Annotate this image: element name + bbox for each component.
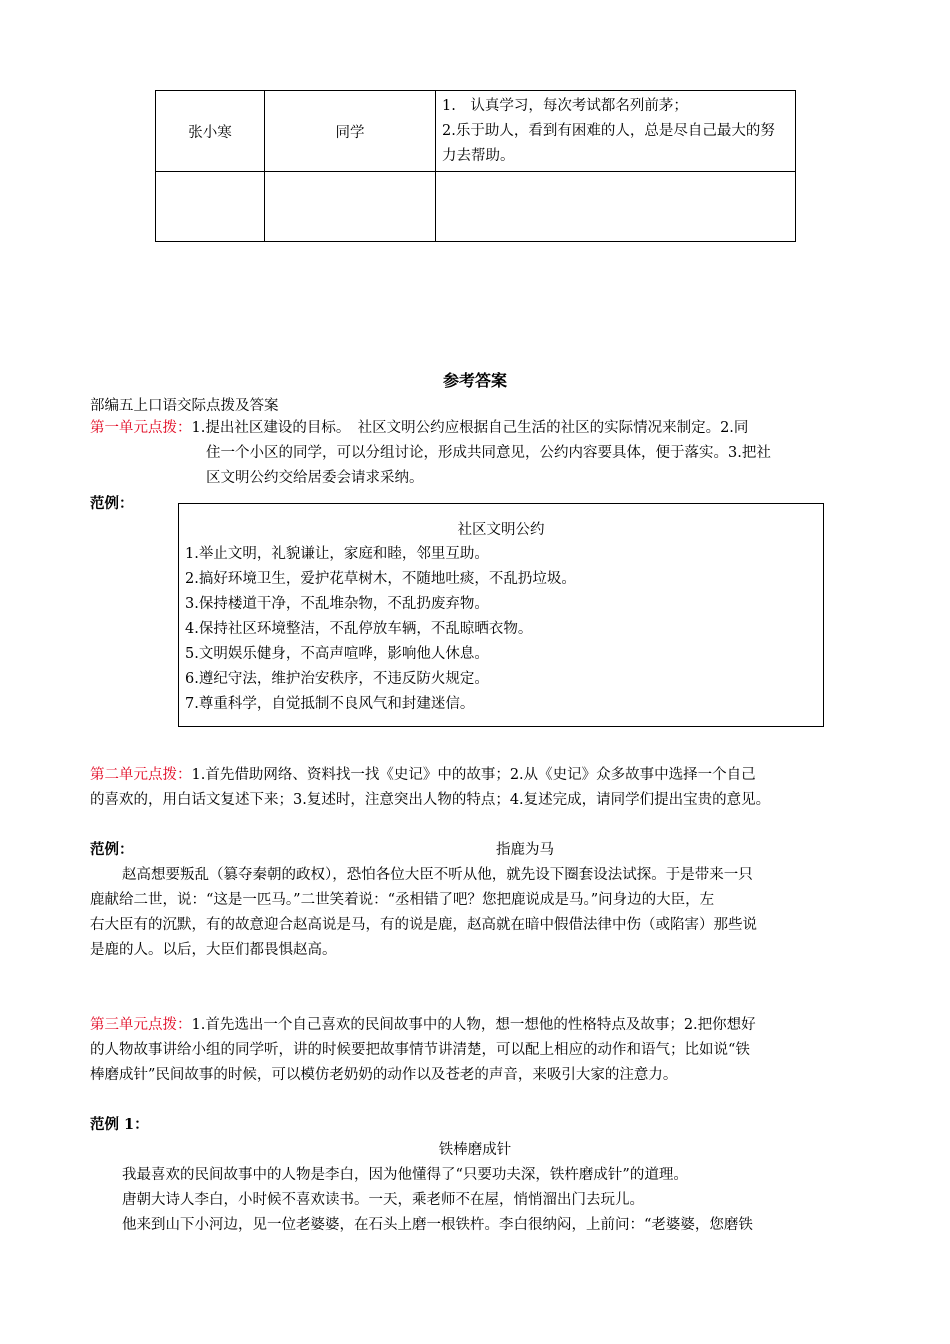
details-cell <box>436 172 796 242</box>
unit3-line-3: 棒磨成针”民间故事的时候，可以模仿老奶奶的动作以及苍老的声音，来吸引大家的注意力。 <box>90 1067 678 1083</box>
unit2-line-1: 第二单元点拨：1.首先借助网络、资料找一找《史记》中的故事；2.从《史记》众多故事中选择一个自己 <box>90 767 756 783</box>
table-row <box>156 91 796 172</box>
name-cell <box>156 172 265 242</box>
unit2-line-2: 的喜欢的，用白话文复述下来；3.复述时，注意突出人物的特点；4.复述完成，请同学们提出宝贵的意见。 <box>90 792 771 808</box>
unit1-label: 第一单元点拨： <box>90 420 192 436</box>
unit1-line-1: 第一单元点拨：1.提出社区建设的目标。 社区文明公约应根据自己生活的社区的实际情况来制定。2.同 <box>90 420 749 436</box>
detail-line: 2.乐于助人，看到有困难的人，总是尽自己最大的努力去帮助。 <box>442 122 775 164</box>
unit1-line-2: 住一个小区的同学，可以分组讨论，形成共同意见，公约内容要具体，便于落实。3.把社 <box>206 445 771 461</box>
unit1-line-3: 区文明公约交给居委会请求采纳。 <box>206 470 424 486</box>
list-item: 1.举止文明，礼貌谦让，家庭和睦，邻里互助。 <box>185 546 489 562</box>
box-title: 社区文明公约 <box>457 522 545 538</box>
unit2-story-line: 鹿献给二世，说：“这是一匹马。”二世笑着说：“丞相错了吧？您把鹿说成是马。”问身边的大臣，左 <box>90 892 715 908</box>
unit3-example-label: 范例 1： <box>90 1116 149 1133</box>
unit3-label: 第三单元点拨： <box>90 1017 192 1033</box>
detail-line: 1. 认真学习，每次考试都名列前茅； <box>442 97 688 114</box>
answer-title: 参考答案 <box>442 371 507 390</box>
unit2-example-label: 范例： <box>90 841 134 858</box>
list-item: 3.保持楼道干净，不乱堆杂物，不乱扔废弃物。 <box>185 596 489 612</box>
subtitle: 部编五上口语交际点拨及答案 <box>90 398 279 414</box>
info-table <box>155 90 796 242</box>
convention-list <box>185 542 576 717</box>
list-item: 6.遵纪守法，维护治安秩序，不违反防火规定。 <box>185 671 489 687</box>
relation-cell: 同学 <box>265 91 436 172</box>
list-item: 2.搞好环境卫生，爱护花草树木，不随地吐痰，不乱扔垃圾。 <box>185 571 576 587</box>
unit3-story-line: 他来到山下小河边，见一位老婆婆，在石头上磨一根铁杵。李白很纳闷，上前问：“老婆婆，您磨铁 <box>122 1217 753 1233</box>
name-cell: 张小寒 <box>156 91 265 172</box>
unit2-label: 第二单元点拨： <box>90 767 192 783</box>
community-convention-box <box>178 503 824 727</box>
unit3-story-line: 我最喜欢的民间故事中的人物是李白，因为他懂得了“只要功夫深，铁杵磨成针”的道理。 <box>122 1167 688 1183</box>
unit2-story-line: 右大臣有的沉默，有的故意迎合赵高说是马，有的说是鹿，赵高就在暗中假借法律中伤（或陷害）那些说 <box>90 917 757 933</box>
list-item: 5.文明娱乐健身，不高声喧哗，影响他人休息。 <box>185 646 489 662</box>
list-item: 4.保持社区环境整洁，不乱停放车辆，不乱晾晒衣物。 <box>185 621 533 637</box>
unit2-story-title: 指鹿为马 <box>496 842 554 858</box>
unit2-story-line: 是鹿的人。以后，大臣们都畏惧赵高。 <box>90 942 337 958</box>
relation-cell <box>265 172 436 242</box>
list-item: 7.尊重科学，自觉抵制不良风气和封建迷信。 <box>185 696 475 712</box>
details-cell <box>436 91 796 172</box>
unit3-story-title: 铁棒磨成针 <box>438 1142 512 1158</box>
unit2-story-line: 赵高想要叛乱（篡夺秦朝的政权），恐怕各位大臣不听从他，就先设下圈套设法试探。于是带来一只 <box>122 867 753 883</box>
unit1-example-label: 范例： <box>90 495 134 512</box>
table-row <box>156 172 796 242</box>
unit3-story-line: 唐朝大诗人李白，小时候不喜欢读书。一天，乘老师不在屋，悄悄溜出门去玩儿。 <box>122 1192 644 1208</box>
unit3-line-1: 第三单元点拨：1.首先选出一个自己喜欢的民间故事中的人物，想一想他的性格特点及故事；2.把你想好 <box>90 1017 756 1033</box>
unit3-line-2: 的人物故事讲给小组的同学听，讲的时候要把故事情节讲清楚，可以配上相应的动作和语气；比如说“铁 <box>90 1042 750 1058</box>
